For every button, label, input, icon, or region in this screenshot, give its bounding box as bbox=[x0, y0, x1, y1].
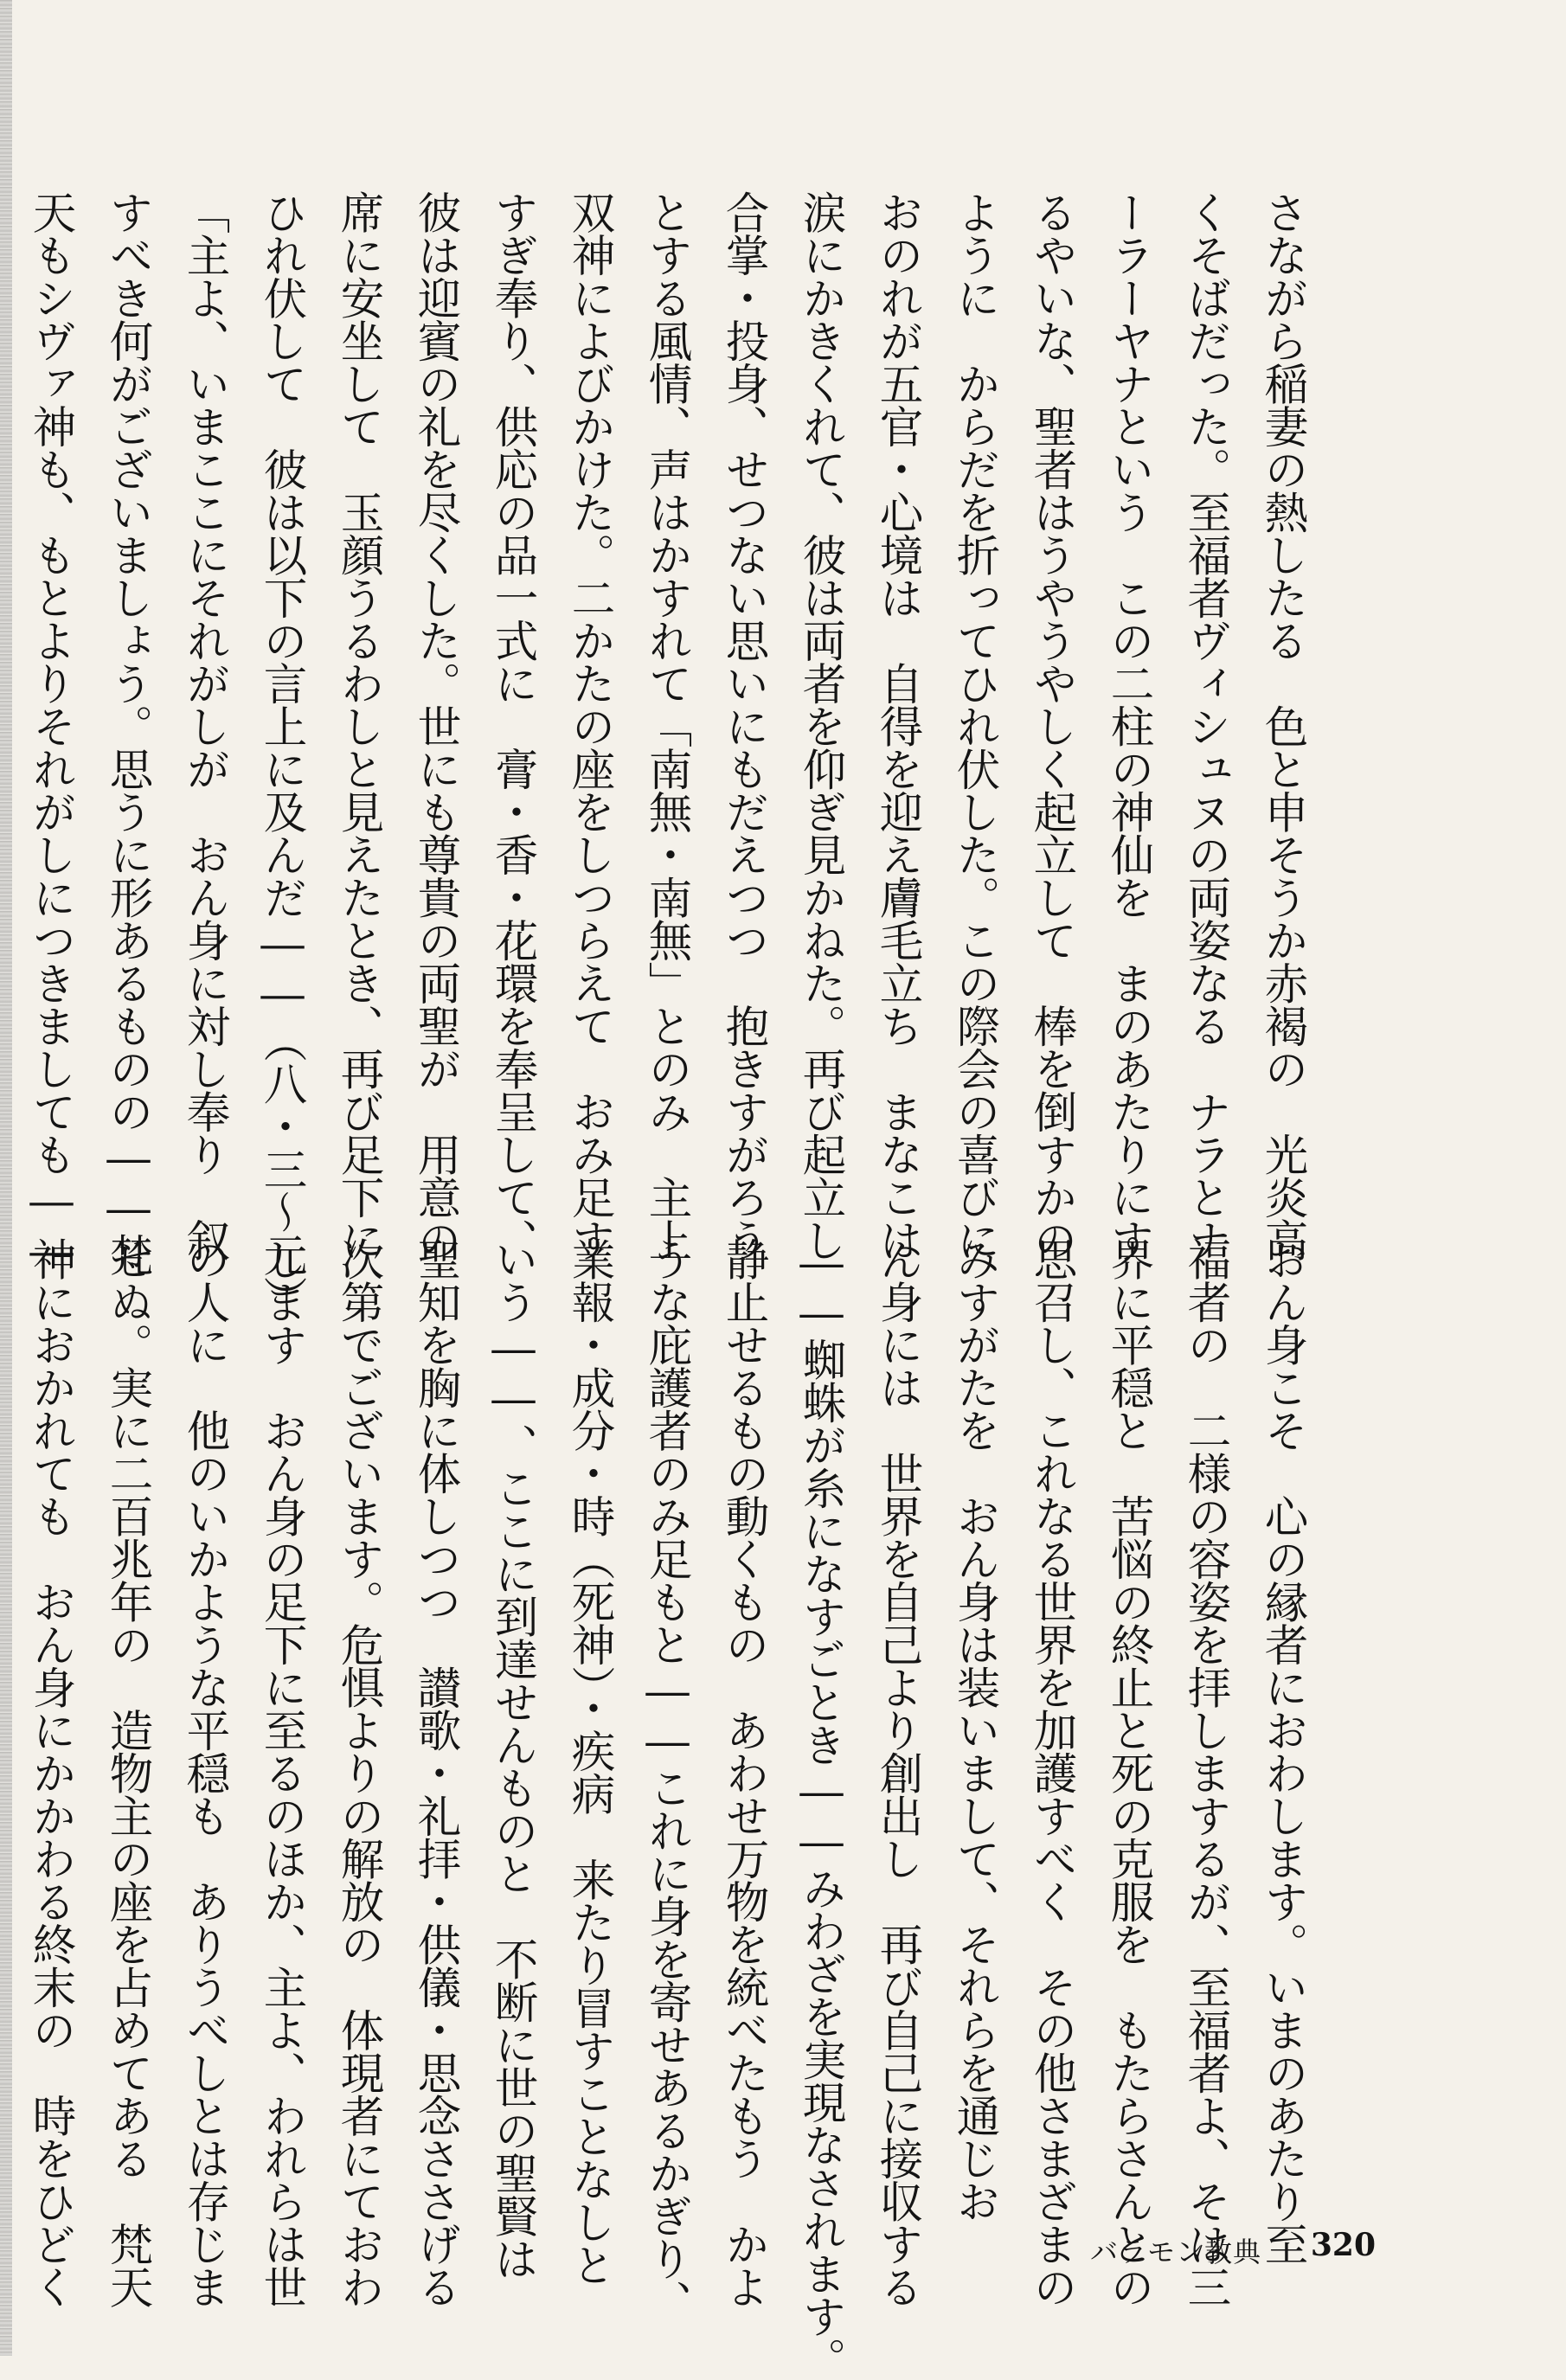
text-column: すべき何がございましょう。思うに形あるものの――梵 bbox=[103, 190, 154, 1276]
text-column: いう――、ここに到達せんものと 不断に世の聖賢は bbox=[488, 1237, 539, 2280]
text-column: 「主よ、いまここにそれがしが おん身に対し奉り 叙 bbox=[180, 190, 231, 1261]
upper-text-block bbox=[26, 190, 1322, 1318]
text-column: 神におかれても おん身にかかわる終末の 時をひどく bbox=[26, 1237, 77, 2308]
text-column bbox=[0, 190, 13, 1142]
text-column: おのれが五官・心境は 自得を迎え膚毛立ち まなこは bbox=[873, 190, 924, 1261]
text-column: 界に平穏と 苦悩の終止と死の克服を もたらさんとの bbox=[1104, 1237, 1155, 2308]
text-column: 彼は迎賓の礼を尽くした。世にも尊貴の両聖が 用意の bbox=[411, 190, 462, 1261]
text-column: 双神によびかけた。二かたの座をしつらえて おみ足す bbox=[565, 190, 616, 1261]
text-column: みすがたを おん身は装いまして、それらを通じお bbox=[950, 1237, 1001, 2223]
text-column: 静止せるもの動くもの あわせ万物を統べたもう かよ bbox=[719, 1237, 770, 2308]
page-number: 320 bbox=[1310, 2227, 1376, 2263]
text-column: 天もシヴァ神も、もとよりそれがしにつきましても―― bbox=[26, 190, 77, 1276]
text-column: します おん身の足下に至るのほか、主よ、われらは世 bbox=[257, 1237, 308, 2308]
text-column: 聖知を胸に体しつつ 讃歌・礼拝・供儀・思念ささげる bbox=[411, 1237, 462, 2308]
text-column: ーラーヤナという この二柱の神仙を まのあたりにす bbox=[1104, 190, 1155, 1261]
text-column: おん身こそ 心の縁者におわします。いまのあたり至 bbox=[1258, 1237, 1309, 2265]
text-column bbox=[0, 1237, 13, 2189]
page-footer bbox=[1090, 2223, 1376, 2275]
text-column: るやいな、聖者はうやうやしく起立して 棒を倒すかの bbox=[1027, 190, 1078, 1261]
text-column: ひれ伏して 彼は以下の言上に及んだ――（八・三〜元） bbox=[257, 190, 308, 1318]
text-column: 涙にかきくれて、彼は両者を仰ぎ見かねた。再び起立し bbox=[796, 190, 847, 1261]
text-column: すぎ奉り、供応の品一式に 膏・香・花環を奉呈して、 bbox=[488, 190, 539, 1261]
text-column: せぬ。実に二百兆年の 造物主の座を占めてある 梵天 bbox=[103, 1237, 154, 2308]
text-column: 合掌・投身、せつない思いにもだえつつ 抱きすがろう bbox=[719, 190, 770, 1261]
text-column: さながら稲妻の熱したる 色と申そうか赤褐の 光炎高 bbox=[1258, 190, 1309, 1261]
text-column: 席に安坐して 玉顔うるわしと見えたとき、再び足下に bbox=[334, 190, 385, 1261]
text-column: 思召し、これなる世界を加護すべく その他さまざまの bbox=[1027, 1237, 1078, 2308]
text-column: とする風情、声はかすれて「南無・南無」とのみ 主上 bbox=[642, 190, 693, 1261]
running-title: バラモン教典 bbox=[1090, 2236, 1262, 2268]
text-column: ――蜘蛛が糸になすごとき――みわざを実現なされます。 bbox=[796, 1237, 847, 2380]
text-column: ん身には 世界を自己より創出し 再び自己に接収する bbox=[873, 1237, 924, 2308]
text-column: ように からだを折ってひれ伏した。この際会の喜びに bbox=[950, 190, 1001, 1261]
text-column: 次第でございます。危惧よりの解放の 体現者にておわ bbox=[334, 1237, 385, 2308]
text-column: の人に 他のいかような平穏も ありうべしとは存じま bbox=[180, 1237, 231, 2308]
text-column: くそばだった。至福者ヴィシュヌの両姿なる ナラとナ bbox=[1181, 190, 1232, 1261]
text-column: 業報・成分・時（死神）・疾病 来たり冒すことなしと bbox=[565, 1237, 616, 2287]
text-column: うな庇護者のみ足もと――これに身を寄せあるかぎり、 bbox=[642, 1237, 693, 2323]
text-column: 福者の 二様の容姿を拝しまするが、至福者よ、そは三 bbox=[1181, 1237, 1232, 2308]
